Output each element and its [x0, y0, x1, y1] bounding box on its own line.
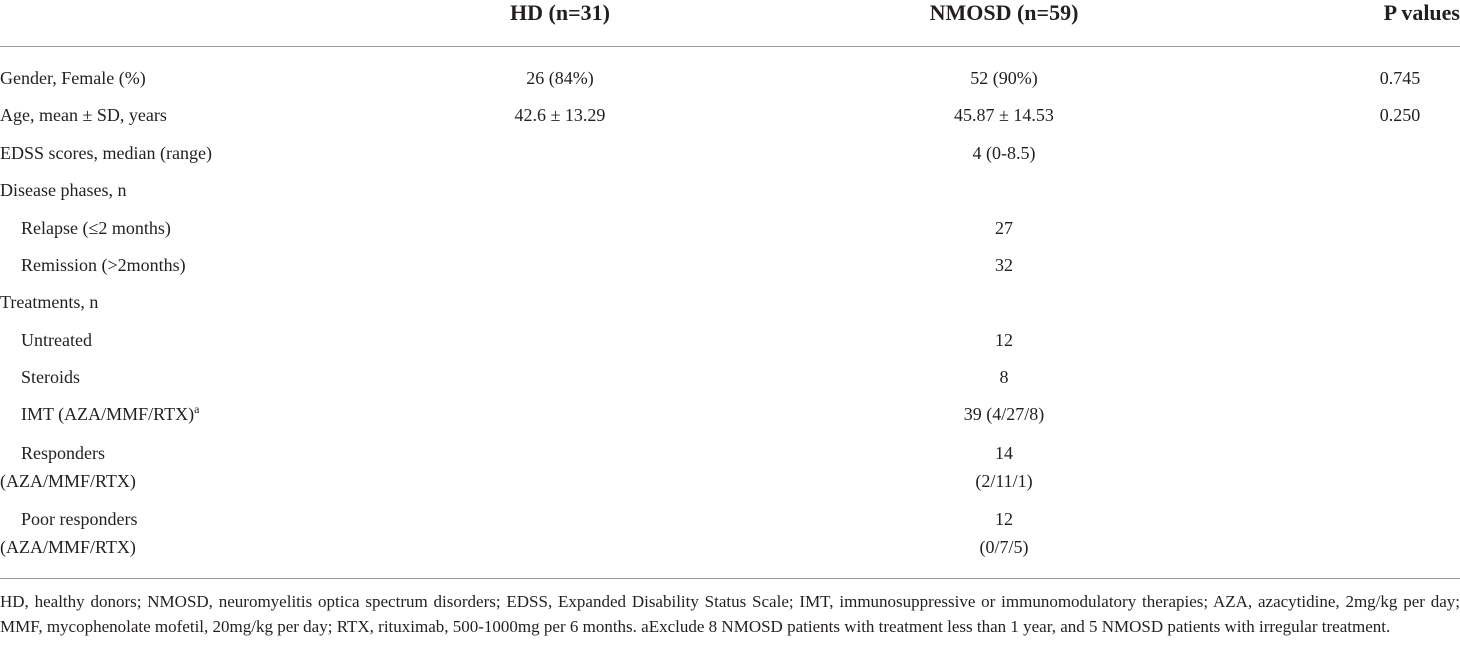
cell-nmosd: 52 (90%): [970, 68, 1038, 88]
row-label-text: IMT (AZA/MMF/RTX): [21, 404, 195, 424]
table-header: [0, 0, 1460, 46]
row-label: Remission (>2months): [21, 255, 186, 275]
cell-nmosd: 12: [995, 509, 1013, 529]
header-nmosd: NMOSD (n=59): [929, 0, 1079, 25]
row-label: Responders: [21, 443, 105, 463]
cell-nmosd-continued: (0/7/5): [979, 537, 1029, 557]
row-label: Poor responders: [21, 509, 138, 529]
cell-nmosd: 32: [995, 255, 1013, 275]
row-label-continued: (AZA/MMF/RTX): [0, 471, 136, 491]
row-label-continued: (AZA/MMF/RTX): [0, 537, 136, 557]
row-label: Treatments, n: [0, 292, 99, 312]
table-row: [0, 289, 1460, 326]
cell-nmosd: 14: [995, 443, 1013, 463]
row-label: Relapse (≤2 months): [21, 218, 171, 238]
table-row: [0, 506, 1460, 560]
cell-nmosd: 27: [995, 218, 1013, 238]
row-label: [21, 401, 199, 427]
cell-p: 0.745: [1379, 68, 1421, 88]
table-footnote: HD, healthy donors; NMOSD, neuromyelitis optica spectrum disorders; EDSS, Expanded Disability Status Scale; IMT, immunosuppressive or immunomodulatory therapies; AZA, azacytidine, 2mg/kg per day; MMF, mycophenolate mofetil, 20mg/kg per day; RTX, rituximab, 500-1000mg per 6 months. aExclude 8 NMOSD patients with treatment less than 1 year, and 5 NMOSD patients with irregular treatment.: [0, 592, 1460, 636]
row-label: Age, mean ± SD, years: [0, 105, 167, 125]
cell-nmosd: 39 (4/27/8): [963, 404, 1045, 424]
table-row: [0, 102, 1460, 139]
table-row: [0, 364, 1460, 401]
table-row: [0, 401, 1460, 438]
row-label: Untreated: [21, 330, 92, 350]
cell-hd: 26 (84%): [526, 68, 594, 88]
cell-hd: 42.6 ± 13.29: [514, 105, 606, 125]
table-row: [0, 65, 1460, 102]
header-p-values: P values: [1383, 0, 1460, 25]
table-row: [0, 440, 1460, 494]
cell-nmosd: 45.87 ± 14.53: [954, 105, 1054, 125]
footer-rule: [0, 578, 1460, 579]
table-row: [0, 177, 1460, 214]
row-label: Gender, Female (%): [0, 68, 146, 88]
footnote-marker: a: [194, 402, 200, 416]
table-row: [0, 215, 1460, 252]
cell-nmosd: 4 (0-8.5): [972, 143, 1036, 163]
cell-nmosd: 12: [995, 330, 1013, 350]
row-label: EDSS scores, median (range): [0, 143, 212, 163]
table-row: [0, 252, 1460, 289]
header-rule: [0, 46, 1460, 47]
table-row: [0, 140, 1460, 177]
header-hd: HD (n=31): [510, 0, 610, 25]
row-label: Steroids: [21, 367, 81, 387]
cell-nmosd: 8: [999, 367, 1009, 387]
cell-p: 0.250: [1379, 105, 1421, 125]
table-row: [0, 327, 1460, 364]
row-label: Disease phases, n: [0, 180, 127, 200]
cell-nmosd-continued: (2/11/1): [975, 471, 1033, 491]
